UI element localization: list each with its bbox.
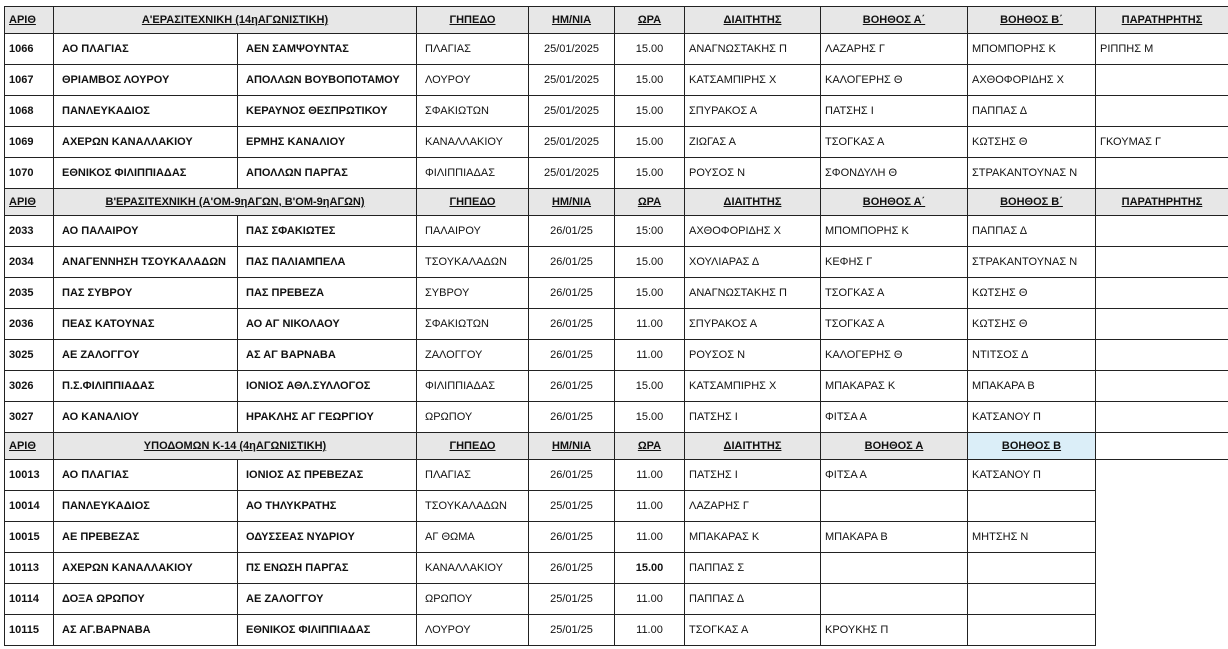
col-header-observer (1096, 433, 1228, 460)
table-row (5, 278, 1228, 309)
match-date: 25/01/2025 (529, 34, 615, 65)
assistant-a (821, 491, 968, 522)
match-time: 15:00 (615, 216, 685, 247)
referee: ΤΣΟΓΚΑΣ Α (685, 615, 821, 646)
observer (1096, 96, 1228, 127)
match-date: 26/01/25 (529, 553, 615, 584)
home-team: ΑΕ ΠΡΕΒΕΖΑΣ (54, 522, 238, 553)
col-header-referee: ΔΙΑΙΤΗΤΗΣ (685, 189, 821, 216)
match-date: 25/01/2025 (529, 65, 615, 96)
match-time: 15.00 (615, 158, 685, 189)
assistant-a: ΚΑΛΟΓΕΡΗΣ Θ (821, 65, 968, 96)
observer (1096, 371, 1228, 402)
referee: ΣΠΥΡΑΚΟΣ Α (685, 96, 821, 127)
col-header-num: ΑΡΙΘ (5, 7, 54, 34)
referee: ΛΑΖΑΡΗΣ Γ (685, 491, 821, 522)
referee: ΡΟΥΣΟΣ Ν (685, 340, 821, 371)
assistant-b: ΚΩΤΣΗΣ Θ (968, 309, 1096, 340)
match-date: 26/01/25 (529, 522, 615, 553)
match-date: 26/01/25 (529, 309, 615, 340)
home-team: ΠΑΝΛΕΥΚΑΔΙΟΣ (54, 96, 238, 127)
match-time: 15.00 (615, 127, 685, 158)
col-header-assistant-a: ΒΟΗΘΟΣ Α΄ (821, 189, 968, 216)
col-header-assistant-b: ΒΟΗΘΟΣ Β (968, 433, 1096, 460)
home-team: ΑΧΕΡΩΝ ΚΑΝΑΛΛΑΚΙΟΥ (54, 553, 238, 584)
ground: ΚΑΝΑΛΛΑΚΙΟΥ (417, 127, 529, 158)
assistant-a (821, 584, 968, 615)
col-header-date: ΗΜ/ΝΙΑ (529, 7, 615, 34)
ground: ΑΓ ΘΩΜΑ (417, 522, 529, 553)
assistant-a: ΚΑΛΟΓΕΡΗΣ Θ (821, 340, 968, 371)
match-time: 15.00 (615, 34, 685, 65)
observer (1096, 216, 1228, 247)
match-date: 26/01/25 (529, 278, 615, 309)
col-header-time: ΩΡΑ (615, 189, 685, 216)
col-header-time: ΩΡΑ (615, 433, 685, 460)
ground: ΦΙΛΙΠΠΙΑΔΑΣ (417, 371, 529, 402)
observer (1096, 460, 1228, 491)
referee: ΠΑΠΠΑΣ Δ (685, 584, 821, 615)
table-row (5, 65, 1228, 96)
section-header (5, 433, 1228, 460)
referee: ΠΑΠΠΑΣ Σ (685, 553, 821, 584)
assistant-a: ΣΦΟΝΔΥΛΗ Θ (821, 158, 968, 189)
table-row (5, 34, 1228, 65)
match-number: 10115 (5, 615, 54, 646)
ground: ΦΙΛΙΠΠΙΑΔΑΣ (417, 158, 529, 189)
referee: ΜΠΑΚΑΡΑΣ Κ (685, 522, 821, 553)
match-number: 3026 (5, 371, 54, 402)
match-number: 1070 (5, 158, 54, 189)
home-team: ΠΑΝΛΕΥΚΑΔΙΟΣ (54, 491, 238, 522)
col-header-time: ΩΡΑ (615, 7, 685, 34)
observer (1096, 522, 1228, 553)
away-team: ΠΑΣ ΠΡΕΒΕΖΑ (238, 278, 417, 309)
observer (1096, 278, 1228, 309)
match-time: 11.00 (615, 522, 685, 553)
home-team: ΔΟΞΑ ΩΡΩΠΟΥ (54, 584, 238, 615)
assistant-a: ΜΠΑΚΑΡΑ Β (821, 522, 968, 553)
home-team: ΑΟ ΚΑΝΑΛΙΟΥ (54, 402, 238, 433)
table-row (5, 491, 1228, 522)
assistant-a: ΜΠΑΚΑΡΑΣ Κ (821, 371, 968, 402)
table-row (5, 216, 1228, 247)
col-header-ground: ΓΗΠΕΔΟ (417, 189, 529, 216)
assistant-a: ΤΣΟΓΚΑΣ Α (821, 278, 968, 309)
col-header-assistant-a: ΒΟΗΘΟΣ Α (821, 433, 968, 460)
observer: ΓΚΟΥΜΑΣ Γ (1096, 127, 1228, 158)
assistant-b: ΚΩΤΣΗΣ Θ (968, 278, 1096, 309)
home-team: ΑΟ ΠΛΑΓΙΑΣ (54, 460, 238, 491)
ground: ΠΛΑΓΙΑΣ (417, 460, 529, 491)
match-number: 1067 (5, 65, 54, 96)
match-date: 26/01/25 (529, 371, 615, 402)
match-time: 15.00 (615, 247, 685, 278)
assistant-b (968, 553, 1096, 584)
match-time: 15.00 (615, 402, 685, 433)
observer (1096, 553, 1228, 584)
referee: ΖΙΩΓΑΣ Α (685, 127, 821, 158)
away-team: ΚΕΡΑΥΝΟΣ ΘΕΣΠΡΩΤΙΚΟΥ (238, 96, 417, 127)
away-team: ΑΟ ΤΗΛΥΚΡΑΤΗΣ (238, 491, 417, 522)
referee: ΡΟΥΣΟΣ Ν (685, 158, 821, 189)
ground: ΛΟΥΡΟΥ (417, 65, 529, 96)
match-number: 2036 (5, 309, 54, 340)
table-row (5, 158, 1228, 189)
match-number: 2033 (5, 216, 54, 247)
col-header-referee: ΔΙΑΙΤΗΤΗΣ (685, 7, 821, 34)
table-row (5, 402, 1228, 433)
table-row (5, 340, 1228, 371)
referee: ΚΑΤΣΑΜΠΙΡΗΣ Χ (685, 371, 821, 402)
match-time: 15.00 (615, 65, 685, 96)
section-title: ΥΠΟΔΟΜΩΝ Κ-14 (4ηΑΓΩΝΙΣΤΙΚΗ) (54, 433, 417, 460)
home-team: ΑΝΑΓΕΝΝΗΣΗ ΤΣΟΥΚΑΛΑΔΩΝ (54, 247, 238, 278)
match-time: 11.00 (615, 491, 685, 522)
assistant-a: ΚΕΦΗΣ Γ (821, 247, 968, 278)
home-team: ΠΕΑΣ ΚΑΤΟΥΝΑΣ (54, 309, 238, 340)
match-time: 11.00 (615, 460, 685, 491)
away-team: ΟΔΥΣΣΕΑΣ ΝΥΔΡΙΟΥ (238, 522, 417, 553)
col-header-num: ΑΡΙΘ (5, 433, 54, 460)
match-date: 25/01/25 (529, 615, 615, 646)
assistant-a: ΚΡΟΥΚΗΣ Π (821, 615, 968, 646)
assistant-a: ΠΑΤΣΗΣ Ι (821, 96, 968, 127)
observer (1096, 158, 1228, 189)
match-number: 10015 (5, 522, 54, 553)
away-team: ΑΟ ΑΓ ΝΙΚΟΛΑΟΥ (238, 309, 417, 340)
assistant-a: ΦΙΤΣΑ Α (821, 402, 968, 433)
table-row (5, 522, 1228, 553)
match-number: 2035 (5, 278, 54, 309)
observer (1096, 615, 1228, 646)
match-number: 10113 (5, 553, 54, 584)
away-team: ΕΘΝΙΚΟΣ ΦΙΛΙΠΠΙΑΔΑΣ (238, 615, 417, 646)
col-header-date: ΗΜ/ΝΙΑ (529, 433, 615, 460)
referee: ΧΟΥΛΙΑΡΑΣ Δ (685, 247, 821, 278)
home-team: ΑΟ ΠΑΛΑΙΡΟΥ (54, 216, 238, 247)
ground: ΛΟΥΡΟΥ (417, 615, 529, 646)
col-header-assistant-b: ΒΟΗΘΟΣ Β΄ (968, 189, 1096, 216)
col-header-ground: ΓΗΠΕΔΟ (417, 433, 529, 460)
section-header (5, 189, 1228, 216)
assistant-a (821, 553, 968, 584)
col-header-observer: ΠΑΡΑΤΗΡΗΤΗΣ (1096, 189, 1228, 216)
assistant-a: ΜΠΟΜΠΟΡΗΣ Κ (821, 216, 968, 247)
assistant-b: ΚΑΤΣΑΝΟΥ Π (968, 460, 1096, 491)
ground: ΩΡΩΠΟΥ (417, 584, 529, 615)
match-date: 25/01/2025 (529, 158, 615, 189)
assistant-b: ΜΗΤΣΗΣ Ν (968, 522, 1096, 553)
col-header-ground: ΓΗΠΕΔΟ (417, 7, 529, 34)
section-header (5, 7, 1228, 34)
ground: ΣΥΒΡΟΥ (417, 278, 529, 309)
assistant-b: ΚΩΤΣΗΣ Θ (968, 127, 1096, 158)
ground: ΩΡΩΠΟΥ (417, 402, 529, 433)
away-team: ΠΣ ΕΝΩΣΗ ΠΑΡΓΑΣ (238, 553, 417, 584)
assistant-a: ΛΑΖΑΡΗΣ Γ (821, 34, 968, 65)
table-row (5, 247, 1228, 278)
home-team: ΑΟ ΠΛΑΓΙΑΣ (54, 34, 238, 65)
observer: ΡΙΠΠΗΣ Μ (1096, 34, 1228, 65)
match-date: 26/01/25 (529, 216, 615, 247)
away-team: ΠΑΣ ΠΑΛΙΑΜΠΕΛΑ (238, 247, 417, 278)
section-title: Α'ΕΡΑΣΙΤΕΧΝΙΚΗ (14ηΑΓΩΝΙΣΤΙΚΗ) (54, 7, 417, 34)
home-team: ΑΣ ΑΓ.ΒΑΡΝΑΒΑ (54, 615, 238, 646)
match-date: 25/01/25 (529, 491, 615, 522)
match-date: 25/01/2025 (529, 127, 615, 158)
away-team: ΑΣ ΑΓ ΒΑΡΝΑΒΑ (238, 340, 417, 371)
col-header-assistant-b: ΒΟΗΘΟΣ Β΄ (968, 7, 1096, 34)
match-time: 15.00 (615, 371, 685, 402)
away-team: ΙΟΝΙΟΣ ΑΣ ΠΡΕΒΕΖΑΣ (238, 460, 417, 491)
match-time: 11.00 (615, 340, 685, 371)
assistant-b: ΠΑΠΠΑΣ Δ (968, 216, 1096, 247)
home-team: ΑΕ ΖΑΛΟΓΓΟΥ (54, 340, 238, 371)
referee: ΚΑΤΣΑΜΠΙΡΗΣ Χ (685, 65, 821, 96)
observer (1096, 402, 1228, 433)
match-date: 26/01/25 (529, 247, 615, 278)
match-number: 10114 (5, 584, 54, 615)
assistant-b: ΣΤΡΑΚΑΝΤΟΥΝΑΣ Ν (968, 158, 1096, 189)
match-time: 15.00 (615, 96, 685, 127)
assistant-b (968, 491, 1096, 522)
table-row (5, 584, 1228, 615)
assistant-b: ΑΧΘΟΦΟΡΙΔΗΣ Χ (968, 65, 1096, 96)
away-team: ΕΡΜΗΣ ΚΑΝΑΛΙΟΥ (238, 127, 417, 158)
section-title: Β'ΕΡΑΣΙΤΕΧΝΙΚΗ (Α'ΟΜ-9ηΑΓΩΝ, Β'ΟΜ-9ηΑΓΩΝ) (54, 189, 417, 216)
referee: ΠΑΤΣΗΣ Ι (685, 460, 821, 491)
match-date: 26/01/25 (529, 340, 615, 371)
away-team: ΗΡΑΚΛΗΣ ΑΓ ΓΕΩΡΓΙΟΥ (238, 402, 417, 433)
referee: ΑΝΑΓΝΩΣΤΑΚΗΣ Π (685, 34, 821, 65)
observer (1096, 65, 1228, 96)
assistant-a: ΤΣΟΓΚΑΣ Α (821, 309, 968, 340)
table-row (5, 615, 1228, 646)
match-time: 11.00 (615, 615, 685, 646)
match-number: 2034 (5, 247, 54, 278)
home-team: ΠΑΣ ΣΥΒΡΟΥ (54, 278, 238, 309)
assistant-b: ΝΤΙΤΣΟΣ Δ (968, 340, 1096, 371)
referee: ΠΑΤΣΗΣ Ι (685, 402, 821, 433)
observer (1096, 309, 1228, 340)
assistant-a: ΤΣΟΓΚΑΣ Α (821, 127, 968, 158)
ground: ΣΦΑΚΙΩΤΩΝ (417, 96, 529, 127)
observer (1096, 247, 1228, 278)
assistant-b: ΠΑΠΠΑΣ Δ (968, 96, 1096, 127)
referee: ΑΧΘΟΦΟΡΙΔΗΣ Χ (685, 216, 821, 247)
ground: ΤΣΟΥΚΑΛΑΔΩΝ (417, 247, 529, 278)
col-header-referee: ΔΙΑΙΤΗΤΗΣ (685, 433, 821, 460)
assistant-b: ΜΠΟΜΠΟΡΗΣ Κ (968, 34, 1096, 65)
ground: ΠΑΛΑΙΡΟΥ (417, 216, 529, 247)
match-number: 1068 (5, 96, 54, 127)
observer (1096, 491, 1228, 522)
observer (1096, 340, 1228, 371)
table-row (5, 127, 1228, 158)
match-time: 15.00 (615, 278, 685, 309)
home-team: ΕΘΝΙΚΟΣ ΦΙΛΙΠΠΙΑΔΑΣ (54, 158, 238, 189)
away-team: ΑΠΟΛΛΩΝ ΠΑΡΓΑΣ (238, 158, 417, 189)
assistant-b (968, 584, 1096, 615)
referee: ΣΠΥΡΑΚΟΣ Α (685, 309, 821, 340)
match-number: 10014 (5, 491, 54, 522)
table-row (5, 553, 1228, 584)
table-row (5, 96, 1228, 127)
ground: ΣΦΑΚΙΩΤΩΝ (417, 309, 529, 340)
away-team: ΑΠΟΛΛΩΝ ΒΟΥΒΟΠΟΤΑΜΟΥ (238, 65, 417, 96)
col-header-assistant-a: ΒΟΗΘΟΣ Α΄ (821, 7, 968, 34)
match-date: 25/01/2025 (529, 96, 615, 127)
match-time: 15.00 (615, 553, 685, 584)
match-number: 1069 (5, 127, 54, 158)
fixtures-table (4, 6, 1228, 646)
assistant-a: ΦΙΤΣΑ Α (821, 460, 968, 491)
match-date: 26/01/25 (529, 460, 615, 491)
away-team: ΑΕ ΖΑΛΟΓΓΟΥ (238, 584, 417, 615)
away-team: ΠΑΣ ΣΦΑΚΙΩΤΕΣ (238, 216, 417, 247)
match-number: 3025 (5, 340, 54, 371)
match-date: 26/01/25 (529, 402, 615, 433)
assistant-b (968, 615, 1096, 646)
referee: ΑΝΑΓΝΩΣΤΑΚΗΣ Π (685, 278, 821, 309)
match-number: 10013 (5, 460, 54, 491)
table-row (5, 460, 1228, 491)
ground: ΖΑΛΟΓΓΟΥ (417, 340, 529, 371)
match-date: 25/01/25 (529, 584, 615, 615)
ground: ΤΣΟΥΚΑΛΑΔΩΝ (417, 491, 529, 522)
ground: ΚΑΝΑΛΛΑΚΙΟΥ (417, 553, 529, 584)
match-number: 1066 (5, 34, 54, 65)
away-team: ΑΕΝ ΣΑΜΨΟΥΝΤΑΣ (238, 34, 417, 65)
col-header-date: ΗΜ/ΝΙΑ (529, 189, 615, 216)
match-time: 11.00 (615, 309, 685, 340)
match-number: 3027 (5, 402, 54, 433)
col-header-observer: ΠΑΡΑΤΗΡΗΤΗΣ (1096, 7, 1228, 34)
observer (1096, 584, 1228, 615)
ground: ΠΛΑΓΙΑΣ (417, 34, 529, 65)
home-team: Π.Σ.ΦΙΛΙΠΠΙΑΔΑΣ (54, 371, 238, 402)
assistant-b: ΚΑΤΣΑΝΟΥ Π (968, 402, 1096, 433)
home-team: ΘΡΙΑΜΒΟΣ ΛΟΥΡΟΥ (54, 65, 238, 96)
home-team: ΑΧΕΡΩΝ ΚΑΝΑΛΛΑΚΙΟΥ (54, 127, 238, 158)
table-row (5, 309, 1228, 340)
match-time: 11.00 (615, 584, 685, 615)
col-header-num: ΑΡΙΘ (5, 189, 54, 216)
away-team: ΙΟΝΙΟΣ ΑΘΛ.ΣΥΛΛΟΓΟΣ (238, 371, 417, 402)
assistant-b: ΜΠΑΚΑΡΑ Β (968, 371, 1096, 402)
assistant-b: ΣΤΡΑΚΑΝΤΟΥΝΑΣ Ν (968, 247, 1096, 278)
table-row (5, 371, 1228, 402)
